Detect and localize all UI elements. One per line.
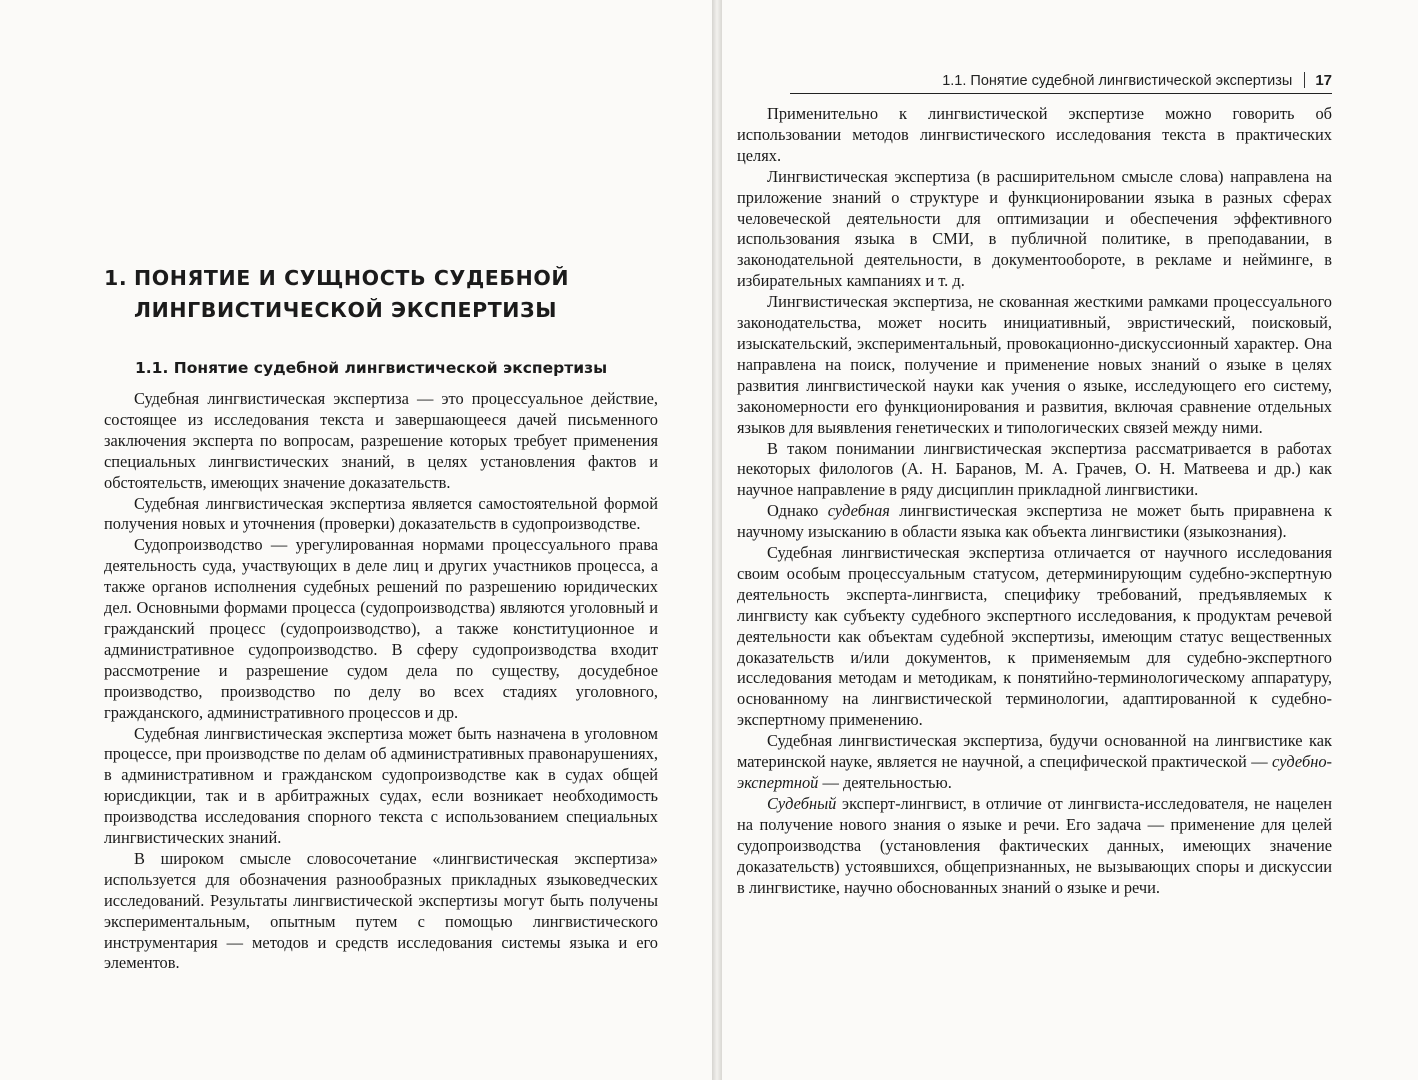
paragraph — [737, 501, 1332, 543]
text-run: Судебная лингвистическая экспертиза, будучи основанной на лингвистике как материнской науке, является не научной, а специфической практической — — [737, 731, 1332, 772]
book-gutter — [712, 0, 722, 1080]
paragraph: Судебная лингвистическая экспертиза отличается от научного исследования своим особым процессуальным статусом, детерминирующим судебно-экспертную деятельность эксперта-лингвиста, специфику требований, предъявляемых к лингвисту как субъекту судебного экспертного исследования, к продуктам речевой деятельности как объектам судебной экспертизы, имеющим статус вещественных доказательств и/или документов, к применяемым для судебно-экспертного исследования методам и методикам, к понятийно-терминологическому аппаратуру, основанному на лингвистической терминологии, адаптированной к судебно-экспертному применению. — [737, 543, 1332, 730]
right-body-text — [737, 104, 1332, 898]
paragraph — [737, 794, 1332, 899]
left-body-text — [104, 389, 658, 974]
header-separator — [1304, 72, 1305, 88]
paragraph — [737, 731, 1332, 794]
running-header — [790, 72, 1332, 94]
chapter-number: 1. — [104, 266, 128, 290]
paragraph: Судебная лингвистическая экспертиза может быть назначена в уголовном процессе, при производстве по делам об административных правонарушениях, в административном и гражданском судопроизводстве как в судах общей юрисдикции, так и в арбитражных судах, если возникает необходимость производства исследования спорного текста с использованием специальных лингвистических знаний. — [104, 723, 658, 848]
running-header-title: 1.1. Понятие судебной лингвистической экспертизы — [942, 73, 1293, 89]
italic-term: Судебный — [767, 793, 837, 813]
paragraph: Судебная лингвистическая экспертиза является самостоятельной формой получения новых и уточнения (проверки) доказательств в судопроизводстве. — [104, 493, 658, 534]
paragraph: В широком смысле словосочетание «лингвистическая экспертиза» используется для обозначения разнообразных прикладных языковедческих исследований. Результаты лингвистической экспертизы могут быть получены экспериментальным, опытным путем с помощью лингвистического инструментария — методов и средств исследования системы языка и его элементов. — [104, 848, 658, 973]
page-number: 17 — [1315, 72, 1332, 89]
text-run: Однако — [767, 501, 828, 521]
italic-term: судебная — [827, 501, 890, 521]
paragraph: Лингвистическая экспертиза (в расширительном смысле слова) направлена на приложение знаний о структуре и функционировании языка в разных сферах человеческой деятельности для оптимизации и обеспечения эффективного использования языка в СМИ, в публичной политике, в преподавании, в законодательной деятельности, в документообороте, в рекламе и нейминге, в избирательных кампаниях и т. д. — [737, 166, 1332, 291]
text-run: лингвистическая экспертиза не может быть приравнена к научному изысканию в области языка как объекта лингвистики (языкознания). — [737, 501, 1332, 542]
italic-term: судебно-экспертной — [737, 752, 1332, 792]
paragraph: Судебная лингвистическая экспертиза — это процессуальное действие, состоящее из исследования текста и завершающееся дачей письменного заключения эксперта по вопросам, разрешение которых требует применения специальных лингвистических знаний, в целях установления фактов и обстоятельств, имеющих значение доказательств. — [104, 389, 658, 492]
paragraph: Лингвистическая экспертиза, не скованная жесткими рамками процессуального законодательства, может носить инициативный, эвристический, поисковый, изыскательский, экспериментальный, провокационно-дискуссионный характер. Она направлена на поиск, получение и применение новых знаний о языке в целях развития лингвистической науки как учения о языке, исследующего его систему, закономерности его функционирования и развития, включая сравнение отдельных языков для выявления генетических и типологических связей между ними. — [737, 292, 1332, 437]
text-run: эксперт-лингвист, в отличие от лингвиста-исследователя, не нацелен на получение нового знания о языке и речи. Его задача — применение для целей судопроизводства (установления фактических данных, имеющих значение доказательств) устоявшихся, общепризнанных, не вызывающих споры и дискуссии в лингвистике, научно обоснованных знаний о языке и речи. — [737, 793, 1332, 897]
chapter-title — [104, 262, 569, 326]
chapter-title-line1: ПОНЯТИЕ И СУЩНОСТЬ СУДЕБНОЙ — [134, 266, 570, 290]
text-run: — деятельностью. — [818, 773, 952, 792]
paragraph: Применительно к лингвистической экспертизе можно говорить об использовании методов лингвистического исследования текста в практических целях. — [737, 104, 1332, 165]
paragraph: Судопроизводство — урегулированная нормами процессуального права деятельность суда, участвующих в деле лиц и других участников процесса, а также органов исполнения судебных решений по разрешению юридических дел. Основными формами процесса (судопроизводства) являются уголовный и гражданский процесс (судопроизводство), а также конституционное и административное судопроизводство. В сферу судопроизводства входит рассмотрение и разрешение судом дела по существу, досудебное производство, производство по делу во всех стадиях уголовного, гражданского, административного процессов и др. — [104, 535, 658, 722]
right-page — [722, 0, 1418, 1080]
paragraph: В таком понимании лингвистическая экспертиза рассматривается в работах некоторых филологов (А. Н. Баранов, М. А. Грачев, О. Н. Матвеева и др.) как научное направление в ряду дисциплин прикладной лингвистики. — [737, 438, 1332, 500]
chapter-title-line2: ЛИНГВИСТИЧЕСКОЙ ЭКСПЕРТИЗЫ — [134, 298, 558, 322]
section-heading: 1.1. Понятие судебной лингвистической экспертизы — [135, 359, 608, 377]
